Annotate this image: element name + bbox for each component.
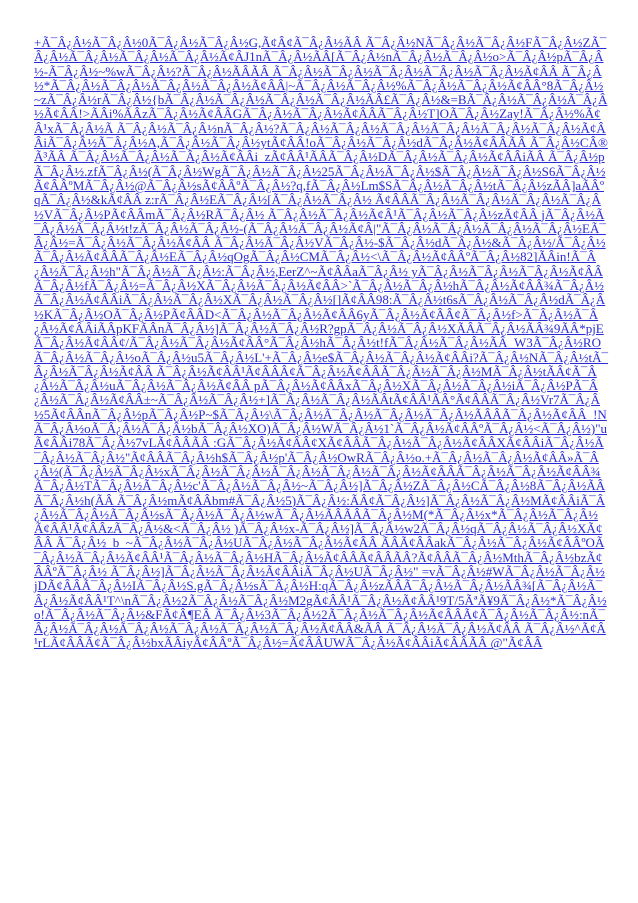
garbled-link-text[interactable]: +Ã¯Â¿Â½Ã¯Â¿Â½0Ã¯Â¿Â½Ã¯Â¿Â½G,Ã¢Â¢Ã¯Â¿Â½ÃÂ Ã¯Â¿Â½NÃ¯Â¿Â½Ã¯Â¿Â½FÃ¯Â¿Â½ZÃ¯Â¿Â½Ã¯Â¿Â½Ã¯Â¿Â½Ã¯Â¿Â½Ã¢ÂJ1nÃ¯Â¿Â½ÃÂ[Ã¯Â¿Â½nÃ¯Â¿Â½Ã¯Â¿Â½o>Ã¯Â¿Â½pÃ¯Â¿Â½-Ã¯Â¿Â½~%wÃ¯Â¿Â½?Ã¯Â¿Â½ÃÂÃÂ Ã¯Â¿Â½Ã¯Â¿Â½Ã¯Â¿Â½Ã¯Â¿Â½Ã¯Â¿Â½Ã¢ÂÂ Ã¯Â¿Â½*Ã¯Â¿Â½Ã¯Â¿Â½Ã¯Â¿Â½Ã¯Â¿Â½Ã¢ÂÂ|~Ã¯Â¿Â½Ã¯Â¿Â½%Ã¯Â¿Â½Ã¯Â¿Â½Ã¢ÂÂ°8Ã¯Â¿Â½~zÃ¯Â¿Â½rÃ¯Â¿Â½{bÃ¯Â¿Â½Ã¯Â¿Â½Ã¯Â¿Â½Ã¯Â¿Â½ÃÂ£Ã¯Â¿Â½&=BÃ¯Â¿Â½Ã¯Â¿Â½Ã¯Â¿Â½Ã¢ÂÂ!>ÃÂi%ÃÂzÃ¯Â¿Â½Ã¢ÂÂGÃ¯Â¿Â½Ã¯Â¿Â½Ã¢ÂÂÃ¯Â¿Â½T]OÃ¯Â¿Â½Zay!Ã¯Â¿Â½%Ã¢Â¹xÃ¯Â¿Â½Ã Ã¯Â¿Â½Ã¯Â¿Â½nÃ¯Â¿Â½?Ã¯Â¿Â½Ã¯Â¿Â½Ã¯Â¿Â½Ã¯Â¿Â½Ã¯Â¿Â½Ã¯Â¿Â½Ã¢ÂÂiÃ¯Â¿Â½Ã¯Â¿Â½A,Ã¯Â¿Â½Ã¯Â¿Â½ytÃ¢ÂÂ!oÃ¯Â¿Â½Ã¯Â¿Â½dÃ¯Â¿Â½Ã¢ÂÂÃÂ Ã¯Â¿Â½CÂ®Ã³ÃÂ Ã¯Â¿Â½Ã¯Â¿Â½Ã¯Â¿Â½Ã¢ÂÂi_zÃ¢ÂÂ¹ÃÂÃ¯Â¿Â½DÃ¯Â¿Â½Ã¯Â¿Â½Ã¢ÂÂiÃÂ Ã¯Â¿Â½pÃ¯Â¿Â½.zfÃ¯Â¿Â½(Ã¯Â¿Â½WgÃ¯Â¿Â½Ã¯Â¿Â½25Ã¯Â¿Â½Ã¯Â¿Â½$Ã¯Â¿Â½Ã¯Â¿Â½S6Ã¯Â¿Â½Ã¢ÂÂºMÃ¯Â¿Â½@Ã¯Â¿Â½sÃ¢ÂÂºÃ¯Â¿Â½?q,fÃ¯Â¿Â½Lm$SÃ¯Â¿Â½Ã¯Â¿Â½tÃ¯Â¿Â½zÃÂ]aÃÂºqÃ¯Â¿Â½&kÃ¢ÂÂ z:rÃ¯Â¿Â½EÃ¯Â¿Â½[Ã¯Â¿Â½Ã¯Â¿Â½ Ã¢ÂÂÃ¯Â¿Â½Ã¯Â¿Â½Ã¯Â¿Â½Ã¯Â¿Â½VÃ¯Â¿Â½PÃ¢ÂÂmÃ¯Â¿Â½RÃ¯Â¿Â½ Ã¯Â¿Â½Ã¯Â¿Â½Ã¢Â¹Ã¯Â¿Â½Ã¯Â¿Â½zÃ¢ÂÂ jÃ¯Â¿Â½Ã¯Â¿Â½Ã¯Â¿Â½t!zÃ¯Â¿Â½Ã¯Â¿Â½-(Ã¯Â¿Â½Ã¯Â¿Â½Ã¢Â|"Ã¯Â¿Â½Ã¯Â¿Â½Ã¯Â¿Â½Ã¯Â¿Â½EÃ¯Â¿Â½=Ã¯Â¿Â½Ã¯Â¿Â½Ã¢ÂÂ Ã¯Â¿Â½Ã¯Â¿Â½VÃ¯Â¿Â½-$Ã¯Â¿Â½dÃ¯Â¿Â½&Ã¯Â¿Â½/Ã¯Â¿Â½Ã¯Â¿Â½Ã¢ÂÂÃ¯Â¿Â½EÃ¯Â¿Â½qOgÃ¯Â¿Â½CMÃ¯Â¿Â½<\Ã¯Â¿Â½Ã¢ÂÂºÃ¯Â¿Â½82]ÃÂin!Ã¯Â¿Â½Ã¯Â¿Â½h"Ã¯Â¿Â½Ã¯Â¿Â½:Ã¯Â¿Â½,EerZ^~Ã¢ÂÂaÃ¯Â¿Â½ yÃ¯Â¿Â½Ã¯Â¿Â½Ã¯Â¿Â½Ã¢ÂÂÃ¯Â¿Â½fÃ¯Â¿Â½=Ã¯Â¿Â½XÃ¯Â¿Â½Ã¯Â¿Â½Ã¢ÂÂ>`Ã¯Â¿Â½Ã¯Â¿Â½hÃ¯Â¿Â½Ã¢ÂÂ¾Ã¯Â¿Â½Ã¯Â¿Â½Ã¢ÂÂiÃ¯Â¿Â½Ã¯Â¿Â½XÃ¯Â¿Â½Ã¯Â¿Â½[]Ã¢ÂÂ98:Ã¯Â¿Â½t6sÃ¯Â¿Â½Ã¯Â¿Â½dÃ¯Â¿Â½KÃ¯Â¿Â½OÃ¯Â¿Â½PÃ¢ÂÂD<Ã¯Â¿Â½Ã¯Â¿Â½Ã¢ÂÂ6yÃ¯Â¿Â½Ã¢ÂÂ¢Ã¯Â¿Â½f>Ã¯Â¿Â½Ã¯Â¿Â½Ã¢ÂÂiÃÂpKFÃÂnÃ¯Â¿Â½]Ã¯Â¿Â½Ã¯Â¿Â½R?gpÃ¯Â¿Â½Ã¯Â¿Â½XÃÂÃ¯Â¿Â½ÃÂ¾9ÃÂ*pjEÃ¯Â¿Â½Ã¢ÂÂ¢/Ã¯Â¿Â½Ã¯Â¿Â½Ã¢ÂÂ°Ã¯Â¿Â½hÃ¯Â¿Â½t!fÃ¯Â¿Â½Ã¯Â¿Â½ÃÂ_W3Ã¯Â¿Â½ROÃ¯Â¿Â½Ã¯Â¿Â½oÃ¯Â¿Â½u5Ã¯Â¿Â½L'+Ã¯Â¿Â½e$Ã¯Â¿Â½Ã¯Â¿Â½Ã¢ÂÂi?Ã¯Â¿Â½NÃ¯Â¿Â½tÃ¯Â¿Â½Ã¯Â¿Â½Ã¢ÂÂ Ã¯Â¿Â½Ã¢ÂÂ¹Ã¢ÂÂÂ¢Ã¯Â¿Â½Ã¢ÂÂÃ¯Â¿Â½Ã¯Â¿Â½MÃ¯Â¿Â½tÃÂ¢Ã¯Â¿Â½Ã¯Â¿Â½uÃ¯Â¿Â½Ã¯Â¿Â½Ã¢ÂÂ pÃ¯Â¿Â½Ã¢ÂÂxÃ¯Â¿Â½XÃ¯Â¿Â½Ã¯Â¿Â½iÃ¯Â¿Â½PÃ¯Â¿Â½Ã¯Â¿Â½Ã¢ÂÂ±~Ã¯Â¿Â½Ã¯Â¿Â½+]Ã¯Â¿Â½Ã¯Â¿Â½ÃÂtÃ¢ÂÂ¹ÃÂ°Ã¢ÂÂÃ¯Â¿Â½Vr7Ã¯Â¿Â½5Ã¢ÂÂnÃ¯Â¿Â½pÃ¯Â¿Â½P~$Ã¯Â¿Â½\Ã¯Â¿Â½Ã¯Â¿Â½Ã¯Â¿Â½Ã¯Â¿Â½ÃÂÂÃ¯Â¿Â½Ã¢ÂÂ_!NÃ¯Â¿Â½oÃ¯Â¿Â½Ã¯Â¿Â½bÃ¯Â¿Â½XO)Ã¯Â¿Â½WÃ¯Â¿Â½1`Ã¯Â¿Â½Ã¢ÂÂºÃ¯Â¿Â½<Ã¯Â¿Â½)"uÃ¢ÂÂi78Ã¯Â¿Â½7vLÃ¢ÂÂÃÂ :GÃ¯Â¿Â½Ã¢ÂÂ¢XÃ¢ÂÂÃ¯Â¿Â½Ã¯Â¿Â½Ã¢ÂÂXÃ¢ÂÂiÃ¯Â¿Â½Ã¯Â¿Â½Ã¯Â¿Â½"Ã¢ÂÂÃ¯Â¿Â½h$Ã¯Â¿Â½p'Ã¯Â¿Â½OwRÃ¯Â¿Â½o.+Ã¯Â¿Â½Ã¯Â¿Â½Ã¢ÂÂ»Ã¯Â¿Â½(Ã¯Â¿Â½Ã¯Â¿Â½xÃ¯Â¿Â½Ã¯Â¿Â½Ã¯Â¿Â½Ã¯Â¿Â½Ã¯Â¿Â½Ã¢ÂÂÃ¯Â¿Â½Ã¯Â¿Â½Ã¢ÂÂ¾Ã¯Â¿Â½TÃ¯Â¿Â½Ã¯Â¿Â½c'Ã¯Â¿Â½Ã¯Â¿Â½~Ã¯Â¿Â½]Ã¯Â¿Â½ZÃ¯Â¿Â½CÃ¯Â¿Â½8Ã¯Â¿Â½ÃÂÃ¯Â¿Â½h(ÃÂ Ã¯Â¿Â½mÃ¢ÂÂbm#Ã¯Â¿Â½5)Ã¯Â¿Â½:ÃÂ¢Ã¯Â¿Â½]Ã¯Â¿Â½Ã¯Â¿Â½MÃ¢ÂÂiÃ¯Â¿Â½Ã¯Â¿Â½Ã¯Â¿Â½sÃ¯Â¿Â½Ã¯Â¿Â½wÃ¯Â¿Â½ÃÂÃÂÃ¯Â¿Â½M(*Ã¯Â¿Â½x*Ã¯Â¿Â½Ã¯Â¿Â½Ã¢ÂÂ¹Ã¢ÂÂzÃ¯Â¿Â½&<Ã¯Â¿Â½ )Ã¯Â¿Â½x-Ã¯Â¿Â½]Ã¯Â¿Â½w2Ã¯Â¿Â½qÃ¯Â¿Â½Ã¯Â¿Â½XÃ¢ÂÂ Ã¯Â¿Â½_b_~Ã¯Â¿Â½Ã¯Â¿Â½UÃ¯Â¿Â½Ã¯Â¿Â½Ã¢ÂÂ ÃÂÃ¢ÂÂakÃ¯Â¿Â½Ã¯Â¿Â½Ã¢ÂÂºOÃ¯Â¿Â½Ã¯Â¿Â½Ã¢ÂÂ¹Ã¯Â¿Â½Ã¯Â¿Â½HÃ¯Â¿Â½Ã¢ÂÂÃ¢ÂÂÃÂ?Ã¢ÂÂÃ¯Â¿Â½MthÃ¯Â¿Â½bzÃ¢ÂÂºÃ¯Â¿Â½ Ã¯Â¿Â½]Ã¯Â¿Â½Ã¯Â¿Â½Ã¢ÂÂiÃ¯Â¿Â½UÃ¯Â¿Â½" =vÃ¯Â¿Â½#WÃ¯Â¿Â½Ã¯Â¿Â½jDÃ¢ÂÂÃ¯Â¿Â½IÃ¯Â¿Â½S.gÃ¯Â¿Â½sÃ¯Â¿Â½H:qÃ¯Â¿Â½zÃÂÃ¯Â¿Â½Ã¯Â¿Â½ÃÂ¾[Ã¯Â¿Â½Ã¯Â¿Â½Ã¢ÂÂ¹T^\nÃ¯Â¿Â½2Ã¯Â¿Â½Ã¯Â¿Â½M2gÃ¢ÂÂ¹Ã¯Â¿Â½Ã¢ÂÂ¹9T/5ÃªÃ¥9Ã¯Â¿Â½*Ã¯Â¿Â½o!Ã¯Â¿Â½Ã¯Â¿Â½&FÃ¢Â¶EÂ Ã¯Â¿Â½3Ã¯Â¿Â½2Ã¯Â¿Â½Ã¯Â¿Â½Ã¢ÂÂÃ¢Ã¯Â¿Â½Ã¯Â¿Â½:nÃ¯Â¿Â½Ã¯Â¿Â½Ã¯Â¿Â½Ã¯Â¿Â½Ã¯Â¿Â½Ã¯Â¿Â½Ã¢ÂÂ&ÃÂ Ã¯Â¿Â½Ã¯Â¿Â½Ã¢ÂÂ Ã¯Â¿Â½^Ã¢Â¹rLÃ¢ÂÂÃ¢Ã¯Â¿Â½bxÃÂiyÃ¢ÂÂºÃ¯Â¿Â½=Ã¢ÂÂUWÃ¯Â¿Â½Ã¢ÂÂiÃ¢ÂÂÃÂ @"Ã¢ÂÂ (34, 35, 608, 651)
